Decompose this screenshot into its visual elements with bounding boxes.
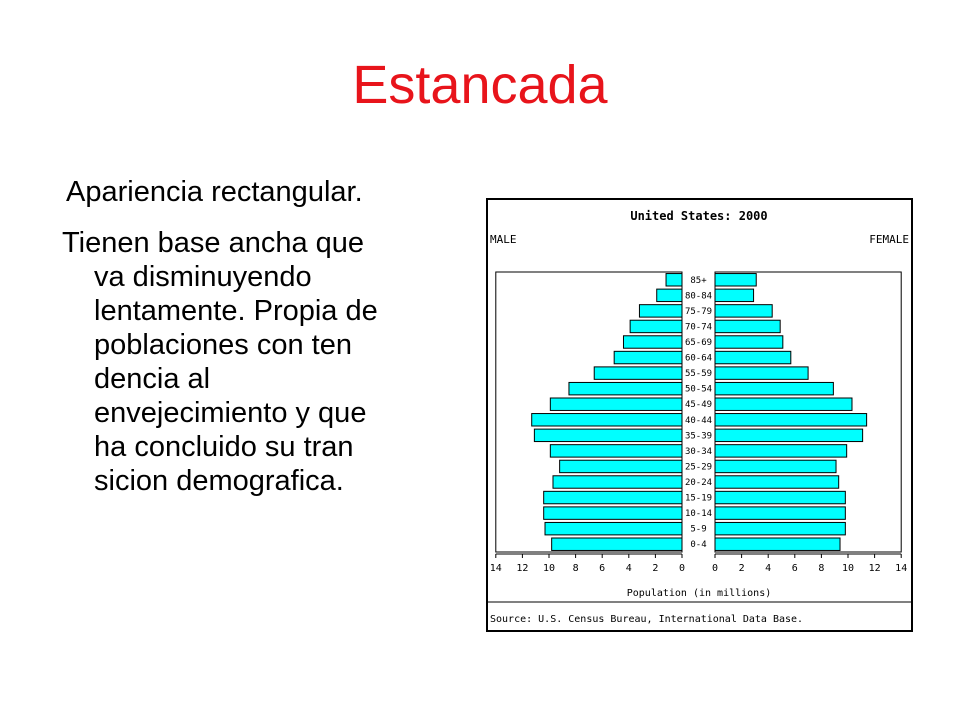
description-line: Tienen base ancha que [62,227,365,259]
female-bar [715,522,845,534]
male-bar [544,491,682,503]
female-bar [715,507,845,519]
age-group-label: 80-84 [684,291,713,302]
male-x-tick-label: 4 [625,563,632,574]
male-bar [560,460,682,472]
chart-title: United States: 2000 [630,209,768,223]
male-bar [657,289,682,301]
male-bar [594,367,682,379]
age-group-label: 10-14 [684,509,713,520]
female-x-tick-label: 14 [895,563,908,574]
male-bar [569,382,682,394]
male-bar [623,336,682,348]
male-bar [544,507,682,519]
age-group-label: 35-39 [684,431,713,442]
male-bar [614,351,682,363]
female-bar [715,491,845,503]
female-bar [715,538,840,550]
female-bar [715,351,791,363]
age-group-label: 45-49 [684,400,713,411]
male-bar [545,522,682,534]
female-bar [715,429,863,441]
female-bar [715,414,867,426]
x-axis-label: Population (in millions) [626,588,772,599]
male-bar [534,429,682,441]
male-x-tick-label: 6 [599,563,606,574]
female-x-tick-label: 4 [765,563,772,574]
female-bar [715,305,772,317]
female-x-tick-label: 6 [791,563,798,574]
source-note: Source: U.S. Census Bureau, International Data Base. [490,614,804,625]
age-group-label: 25-29 [684,462,713,473]
description-line: dencia al [94,363,211,395]
age-group-label: 60-64 [684,353,713,364]
male-x-tick-label: 14 [489,563,502,574]
age-group-label: 70-74 [684,322,713,333]
description-text [62,226,470,498]
female-x-tick-label: 2 [738,563,745,574]
female-x-tick-label: 12 [868,563,881,574]
age-group-label: 50-54 [684,384,713,395]
population-pyramid-chart [486,198,914,633]
female-label: FEMALE [869,233,909,246]
age-group-label: 55-59 [684,369,713,380]
female-x-tick-label: 8 [818,563,825,574]
description-line: ha concluido su tran [94,431,354,463]
female-bar [715,445,847,457]
age-group-label: 85+ [690,275,707,286]
age-group-label: 0-4 [690,540,707,551]
male-bar [550,445,682,457]
female-x-tick-label: 0 [711,563,719,574]
age-group-label: 30-34 [684,446,713,457]
male-x-tick-label: 0 [678,563,686,574]
male-label: MALE [490,233,517,246]
description-line: sicion demografica. [94,465,344,497]
description-line: lentamente. Propia de [94,295,378,327]
age-group-label: 65-69 [684,338,713,348]
male-x-tick-label: 12 [516,563,529,574]
female-bar [715,476,839,488]
female-bar [715,398,852,410]
female-bar [715,382,833,394]
male-bar [532,414,682,426]
slide-subtitle: Apariencia rectangular. [66,176,363,208]
male-x-tick-label: 2 [652,563,659,574]
age-group-label: 15-19 [684,493,713,504]
male-bar [550,398,682,410]
age-group-label: 20-24 [684,478,713,488]
male-x-tick-label: 10 [542,563,556,574]
age-group-label: 40-44 [684,415,713,426]
description-line: va disminuyendo [94,261,312,293]
age-group-label: 5-9 [690,524,707,535]
female-bar [715,460,836,472]
female-x-tick-label: 10 [841,563,855,574]
slide-title: Estancada [352,55,608,115]
female-bar [715,289,754,301]
description-line: envejecimiento y que [94,397,367,429]
male-bar [666,274,682,286]
female-bar [715,367,808,379]
age-group-label: 75-79 [684,306,713,317]
female-bar [715,336,783,348]
male-x-tick-label: 8 [572,563,579,574]
male-bar [552,538,682,550]
description-line: poblaciones con ten [94,329,352,361]
female-bar [715,274,756,286]
male-bar [553,476,682,488]
female-bar [715,320,780,332]
male-bar [630,320,682,332]
male-bar [639,305,682,317]
